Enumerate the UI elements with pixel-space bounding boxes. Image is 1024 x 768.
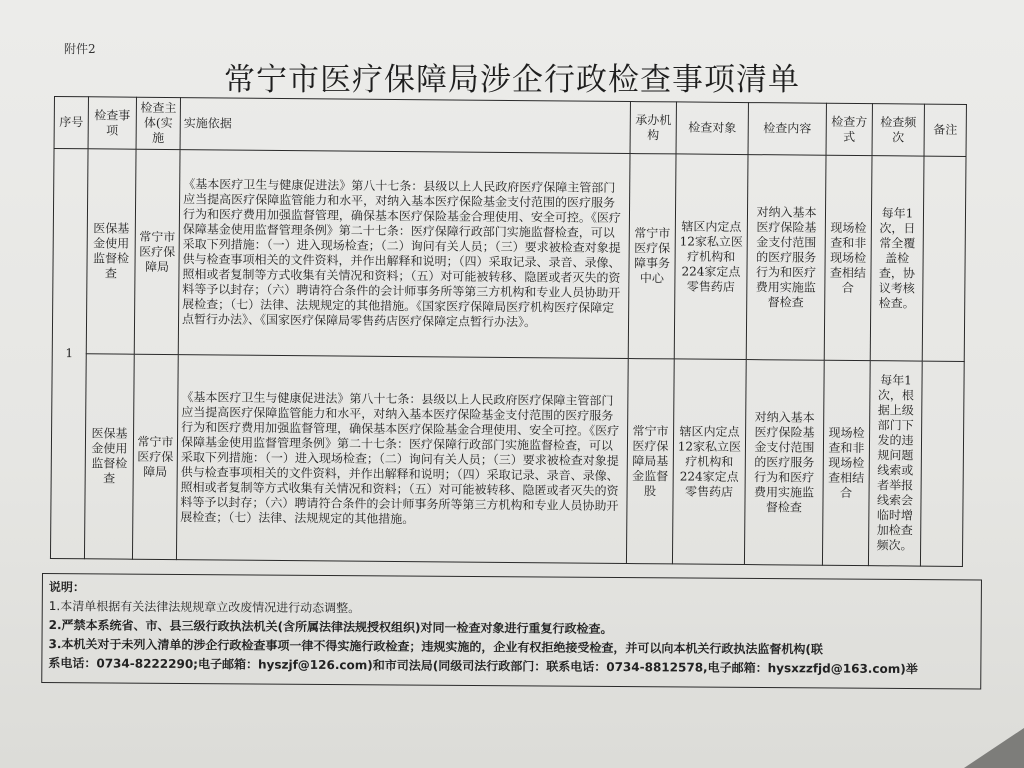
header-method: 检查方式 [826,103,872,155]
header-subject: 检查主体(实施 [136,97,180,149]
notes-heading: 说明： [48,580,85,595]
inspection-table [50,96,967,567]
target-cell: 辖区内定点12家私立医疗机构和224家定点零售药店 [672,359,746,565]
item-cell: 医保基金使用监督检查 [84,354,134,559]
attachment-label: 附件2 [64,42,96,56]
subject-cell: 常宁市医疗保障局 [132,354,178,559]
table-row [52,149,966,362]
header-content: 检查内容 [748,103,826,156]
seq-cell: 1 [50,149,88,559]
subject-cell: 常宁市医疗保障局 [134,149,180,354]
basis-cell: 《基本医疗卫生与健康促进法》第八十七条：县级以上人民政府医疗保障主管部门应当提高医疗保障监管能力和水平，对纳入基本医疗保险基金支付范围的医疗服务行为和医疗费用加强监督管理，确保基本医疗保险基金合理使用、安全可控。《医疗保障基金使用监督管理条例》第二十七条：医疗保障行政部门实施监督检查，可以采取下列措施：（一）进入现场检查；（二）询问有关人员；（三）要求被检查对象提供与检查事项相关的文件资料，并作出解释和说明；（四）采取记录、录音、录像、照相或者复制等方式收集有关情况和资料；（五）对可能被转移、隐匿或者灭失的资料等予以封存；（六）聘请符合条件的会计师事务所等第三方机构和专业人员协助开展检查；（七）法律、法规规定的其他措施。《国家医疗保障局医疗机构医疗保障定点暂行办法》、《国家医疗保障局零售药店医疗保障定点暂行办法》。 [178,150,630,359]
notes-line-2: 2.严禁本系统省、市、县三级行政执法机关(含所属法律法规授权组织)对同一检查对象进行重复行政检查。 [48,618,613,636]
notes-line-3b: 系电话：0734-8222290;电子邮箱：hyszjf@126.com)和市司法局(同级司法行政部门：联系电话：0734-8812578,电子邮箱：hysxzzfjd@163.com)举 [48,656,918,677]
agency-cell: 常宁市医疗保障事务中心 [628,154,676,359]
header-freq: 检查频次 [872,104,924,156]
header-item: 检查事项 [88,97,136,149]
header-basis: 实施依据 [180,98,630,154]
remark-cell [920,361,964,566]
item-cell: 医保基金使用监督检查 [86,149,136,354]
header-agency: 承办机构 [630,102,676,154]
freq-cell: 每年1次，日常全覆盖检查，协议考核检查。 [870,156,924,361]
content-cell: 对纳入基本医疗保险基金支付范围的医疗服务行为和医疗费用实施监督检查 [744,360,824,566]
remark-cell [922,156,966,361]
agency-cell: 常宁市医疗保障局基金监督股 [626,359,674,564]
content-cell: 对纳入基本医疗保险基金支付范围的医疗服务行为和医疗费用实施监督检查 [746,155,826,361]
header-target: 检查对象 [676,102,748,155]
header-remark: 备注 [924,104,966,156]
page-corner [964,728,1024,768]
notes-line-1: 1.本清单根据有关法律法规规章立改废情况进行动态调整。 [48,599,361,616]
freq-cell: 每年1次，根据上级部门下发的违规问题线索或者举报线索会临时增加检查频次。 [868,361,922,566]
page-title: 常宁市医疗保障局涉企行政检查事项清单 [224,62,800,98]
method-cell: 现场检查和非现场检查相结合 [824,155,872,360]
table-row [50,353,964,566]
target-cell: 辖区内定点12家私立医疗机构和224家定点零售药店 [674,154,748,360]
method-cell: 现场检查和非现场检查相结合 [822,360,870,565]
basis-cell: 《基本医疗卫生与健康促进法》第八十七条：县级以上人民政府医疗保障主管部门应当提高医疗保障监管能力和水平，对纳入基本医疗保险基金支付范围的医疗服务行为和医疗费用加强监督管理，确保基本医疗保险基金合理使用、安全可控。《医疗保障基金使用监督管理条例》第二十七条：医疗保障行政部门实施监督检查，可以采取下列措施：（一）进入现场检查；（二）询问有关人员；（三）要求被检查对象提供与检查事项相关的文件资料，并作出解释和说明；（四）采取记录、录音、录像、照相或者复制等方式收集有关情况和资料；（五）对可能被转移、隐匿或者灭失的资料等予以封存；（六）聘请符合条件的会计师事务所等第三方机构和专业人员协助开展检查；（七）法律、法规规定的其他措施。 [176,355,628,564]
header-seq: 序号 [54,97,88,149]
notes-line-3a: 3.本机关对于未列入清单的涉企行政检查事项一律不得实施行政检查；违规实施的，企业有权拒绝接受检查，并可以向本机关行政执法监督机构(联 [48,637,823,657]
notes-box [41,573,982,690]
